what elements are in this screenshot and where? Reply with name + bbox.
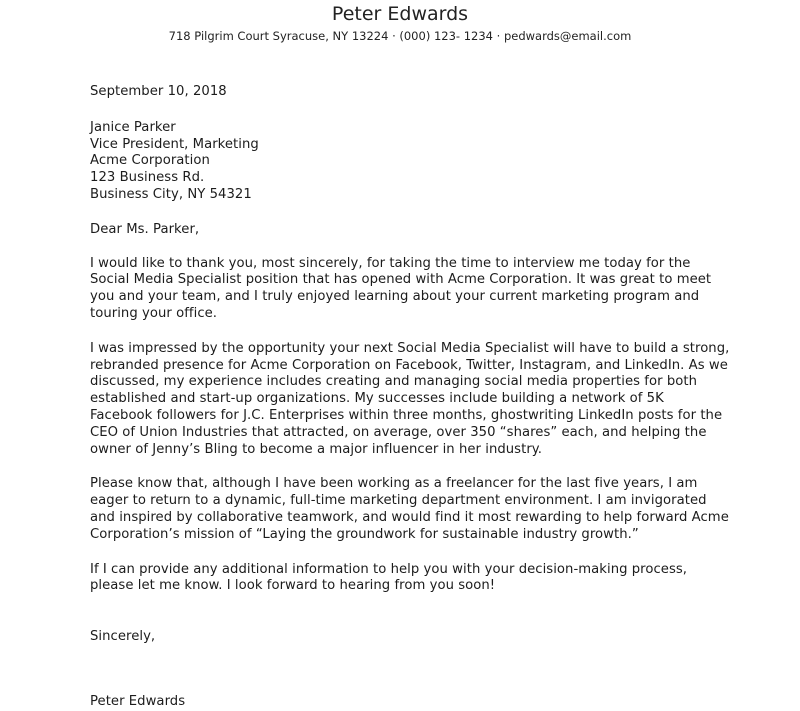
recipient-name: Janice Parker bbox=[90, 119, 176, 135]
signature-name: Peter Edwards bbox=[90, 693, 186, 709]
body-paragraph-4: If I can provide any additional information to help you with your decision-making process, please let me know. I look forward to hearing from you soon! bbox=[90, 561, 688, 594]
sender-contact-line: 718 Pilgrim Court Syracuse, NY 13224 · (000) 123- 1234 · pedwards@email.com bbox=[168, 29, 632, 43]
letterhead bbox=[0, 0, 800, 44]
letter-body bbox=[90, 84, 730, 711]
letter-date: September 10, 2018 bbox=[90, 84, 227, 99]
recipient-address-block bbox=[90, 120, 730, 204]
recipient-title: Vice President, Marketing bbox=[90, 136, 259, 152]
body-paragraph-1: I would like to thank you, most sincerely, for taking the time to interview me today for the Social Media Specialist position that has opened with Acme Corporation. It was great to meet you and your team, and I truly enjoyed learning about your current marketing program and touring your office. bbox=[90, 255, 712, 321]
body-paragraph-2: I was impressed by the opportunity your next Social Media Specialist will have to build a strong, rebranded presence for Acme Corporation on Facebook, Twitter, Instagram, and LinkedIn. As we discussed, my experience includes creating and managing social media properties for both established and start-up organizations. My successes include building a network of 5K Facebook followers for J.C. Enterprises within three months, ghostwriting LinkedIn posts for the CEO of Union Industries that attracted, on average, over 350 “shares” each, and helping the owner of Jenny’s Bling to become a major influencer in her industry. bbox=[90, 340, 730, 457]
recipient-street: 123 Business Rd. bbox=[90, 170, 205, 186]
sender-name: Peter Edwards bbox=[331, 3, 469, 25]
recipient-company: Acme Corporation bbox=[90, 153, 210, 169]
closing: Sincerely, bbox=[90, 629, 156, 645]
recipient-city: Business City, NY 54321 bbox=[90, 186, 252, 202]
body-paragraph-3: Please know that, although I have been working as a freelancer for the last five years, I am eager to return to a dynamic, full-time marketing department environment. I am invigorated and inspired by collaborative teamwork, and would find it most rewarding to help forward Acme Corporation’s mission of “Laying the groundwork for sustainable industry growth.” bbox=[90, 476, 729, 542]
salutation: Dear Ms. Parker, bbox=[90, 221, 200, 237]
